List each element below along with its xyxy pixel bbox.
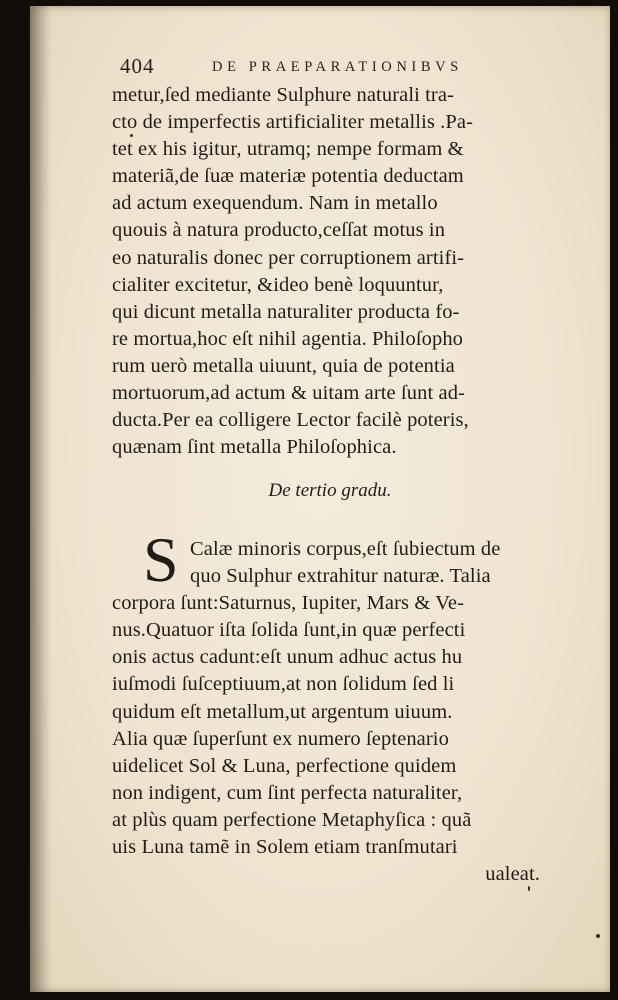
- text-line: metur,ſed mediante Sulphure naturali tra-: [112, 84, 454, 106]
- text-line: ad actum exequendum. Nam in metallo: [112, 192, 438, 215]
- text-line: non indigent, cum ſint perfecta naturaliter,: [112, 781, 463, 804]
- text-line: cto de imperfectis artificialiter metallis .Pa-: [112, 111, 474, 134]
- text-line: tet ex his igitur, utramq; nempe formam &: [112, 138, 464, 161]
- text-line: quidum eſt metallum,ut argentum uiuum.: [112, 700, 453, 723]
- text-line: onis actus cadunt:eſt unum adhuc actus hu: [112, 646, 463, 669]
- text-line: quouis à natura producto,ceſſat motus in: [112, 219, 446, 242]
- paragraph-1: [112, 82, 548, 461]
- text-line: Alia quæ ſuperſunt ex numero ſeptenario: [112, 727, 449, 750]
- text-line: corpora ſunt:Saturnus, Iupiter, Mars & Ve-: [112, 592, 464, 615]
- page-header: [120, 54, 530, 80]
- text-line: nus.Quatuor iſta ſolida ſunt,in quæ perfecti: [112, 619, 466, 642]
- text-line: quænam ſint metalla Philoſophica.: [112, 436, 397, 459]
- text-line: mortuorum,ad actum & uitam arte ſunt ad-: [112, 382, 465, 405]
- text-line: rum uerò metalla uiuunt, quia de potentia: [112, 354, 455, 377]
- text-line: re mortua,hoc eſt nihil agentia. Philoſopho: [112, 327, 464, 350]
- text-line: Calæ minoris corpus,eſt ſubiectum de: [190, 538, 501, 560]
- text-line: qui dicunt metalla naturaliter producta fo-: [112, 300, 460, 323]
- text-line: cialiter excitetur, &ideo benè loquuntur,: [112, 273, 444, 296]
- ink-speck: [596, 934, 600, 938]
- drop-cap: S: [143, 524, 179, 595]
- text-line: at plùs quam perfectione Metaphyſica : quã: [112, 808, 472, 831]
- text-line: quo Sulphur extrahitur naturæ. Talia: [190, 565, 491, 588]
- text-line: uis Luna tamẽ in Solem etiam tranſmutari: [112, 836, 458, 859]
- section-heading: De tertio gradu.: [268, 480, 392, 501]
- text-line: ualeat.: [485, 863, 540, 886]
- text-line: ducta.Per ea colligere Lector facilè poteris,: [112, 409, 469, 432]
- paragraph-2: [112, 524, 548, 888]
- text-line: eo naturalis donec per corruptionem artifi-: [112, 246, 465, 269]
- running-head: DE PRAEPARATIONIBVS: [212, 59, 463, 75]
- text-line: uidelicet Sol & Luna, perfectione quidem: [112, 754, 457, 777]
- gutter-shadow: [30, 6, 52, 992]
- page-number: 404: [120, 54, 155, 78]
- text-line: iuſmodi ſuſceptiuum,at non ſolidum ſed li: [112, 673, 455, 696]
- text-line: materiã,de ſuæ materiæ potentia deductam: [112, 165, 464, 188]
